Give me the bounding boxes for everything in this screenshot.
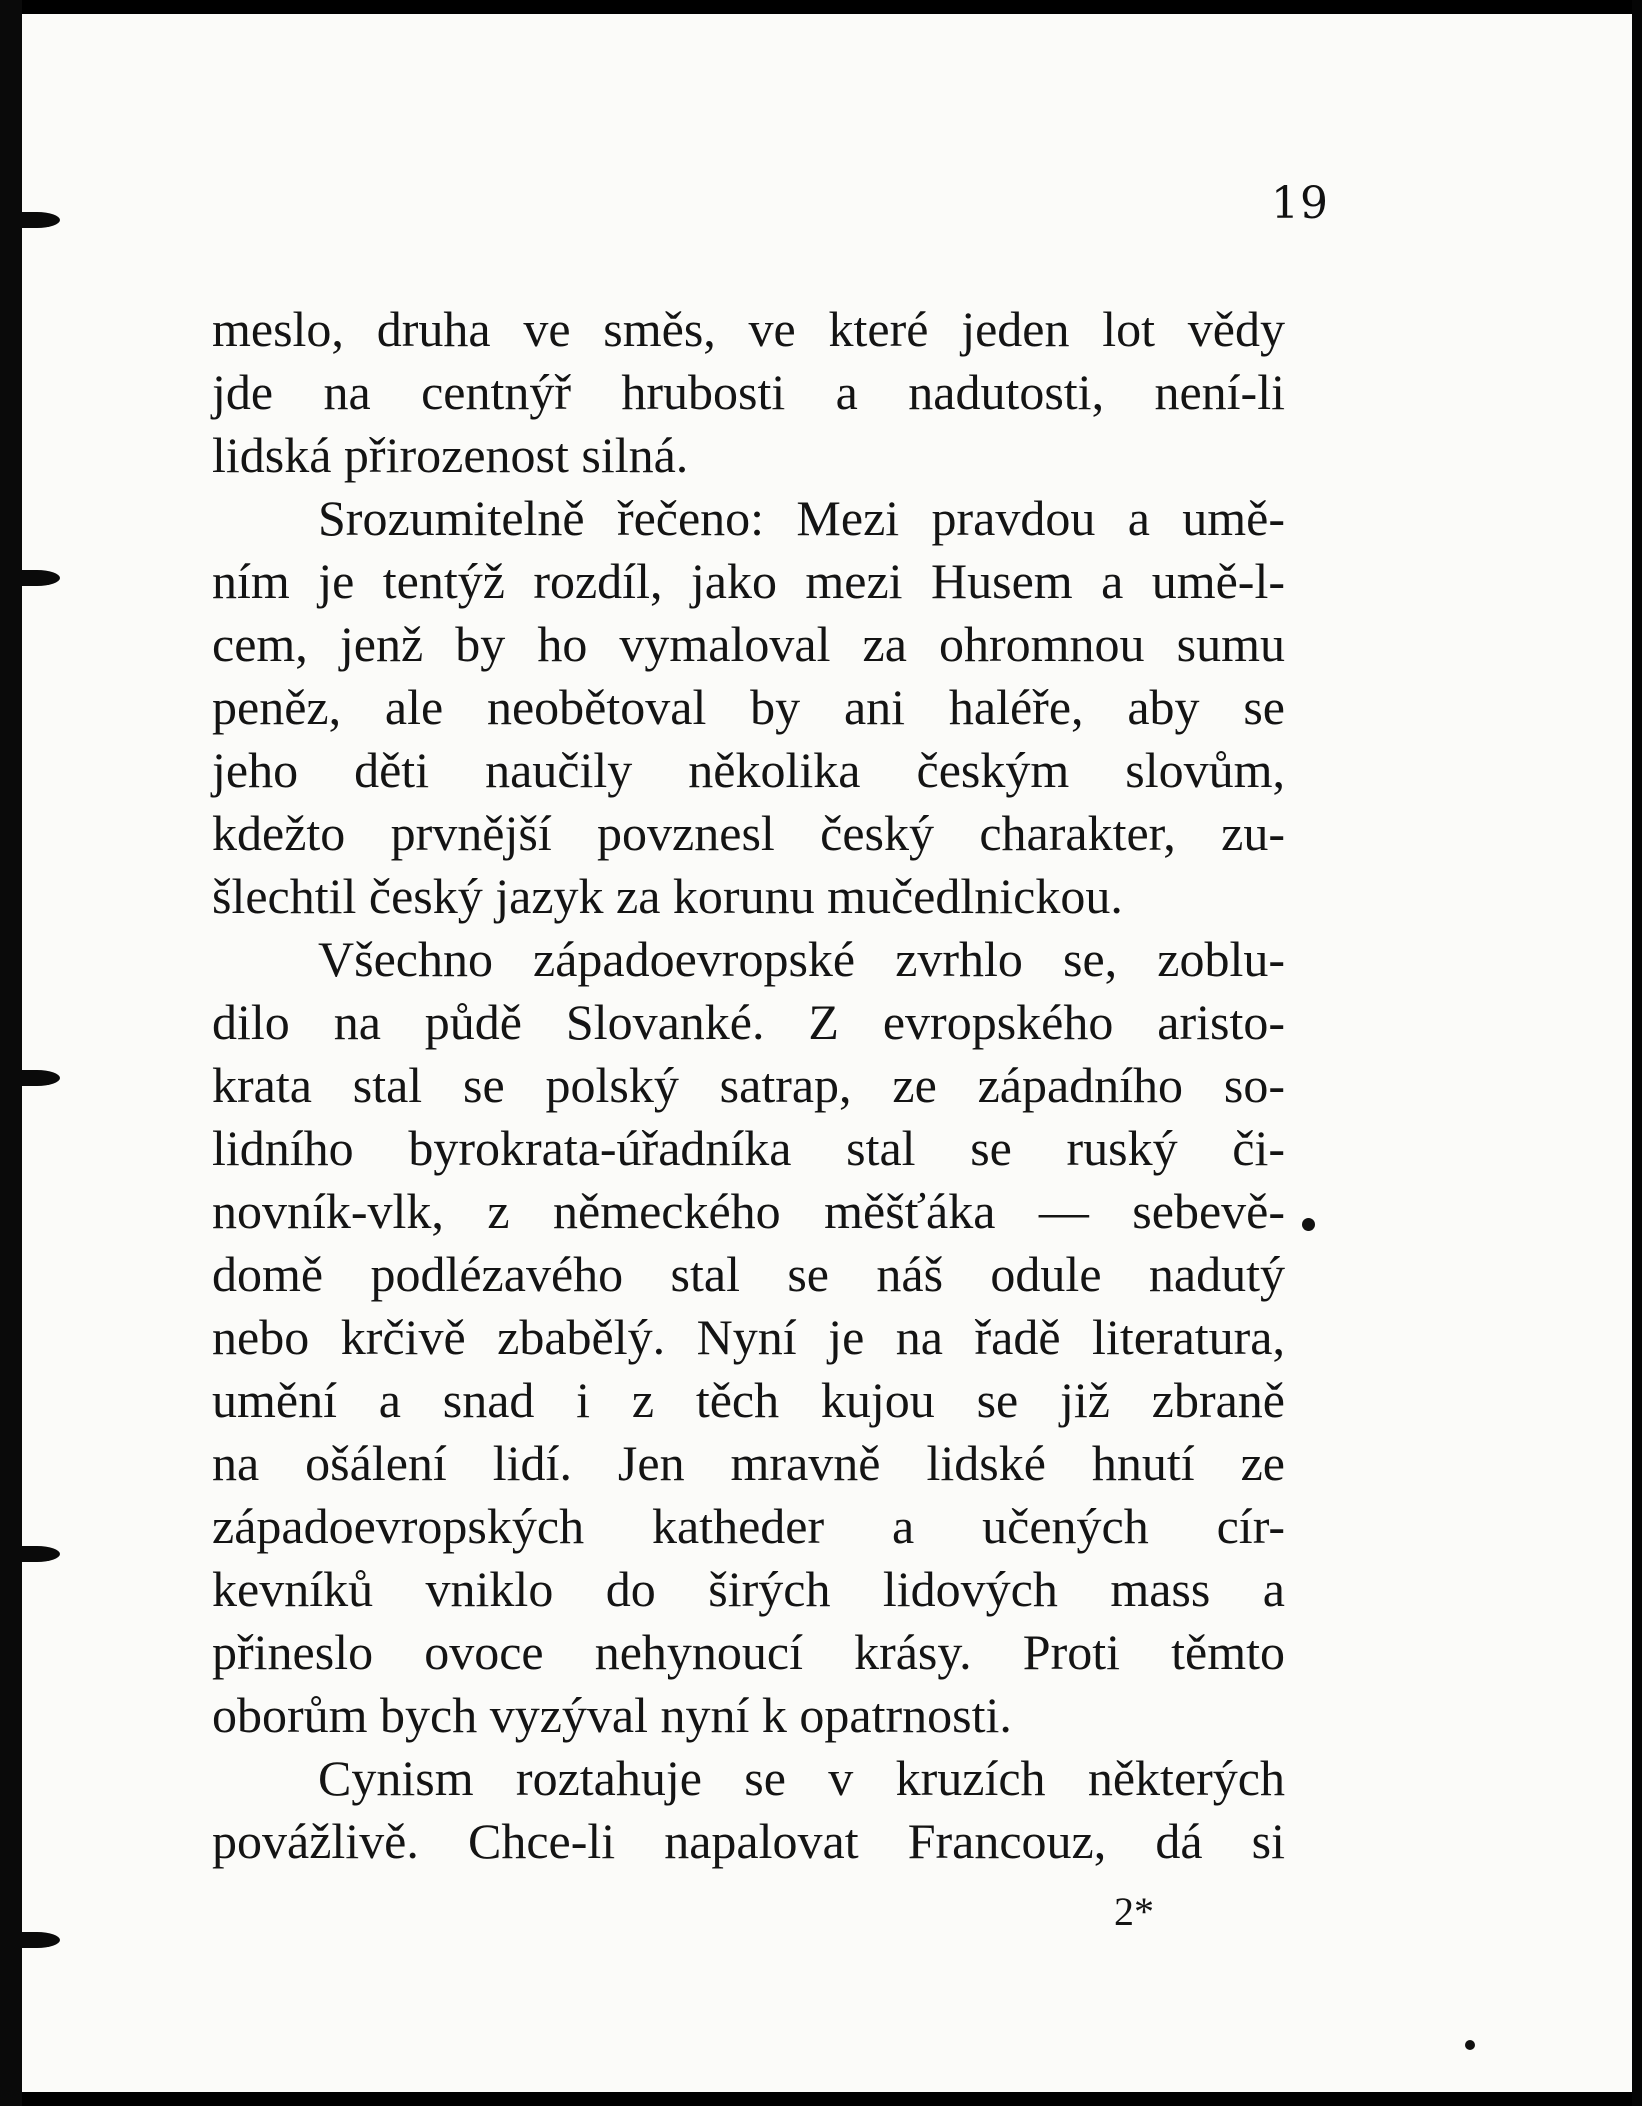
text-line: jeho děti naučily několika českým slovům,: [212, 742, 1285, 798]
binding-notch: [14, 1546, 60, 1562]
text-line: nebo krčivě zbabělý. Nyní je na řadě literatura,: [212, 1309, 1285, 1365]
binding-notch: [14, 570, 60, 586]
text-line: kdežto prvnější povznesl český charakter, zu-: [212, 805, 1285, 861]
text-line: cem, jenž by ho vymaloval za ohromnou sumu: [212, 616, 1285, 672]
text-line: přineslo ovoce nehynoucí krásy. Proti těmto: [212, 1624, 1285, 1680]
binding-notch: [14, 1070, 60, 1086]
page-edge-right: [1632, 0, 1642, 2106]
text-line: umění a snad i z těch kujou se již zbraně: [212, 1372, 1285, 1428]
text-line: novník-vlk, z německého měšťáka — sebevě-: [212, 1183, 1285, 1239]
binding-edge: [0, 0, 22, 2106]
text-line: krata stal se polský satrap, ze západního so-: [212, 1057, 1285, 1113]
text-line: domě podlézavého stal se náš odule nadutý: [212, 1246, 1285, 1302]
text-line: Cynism roztahuje se v kruzích některých: [318, 1750, 1285, 1806]
text-line: dilo na půdě Slovanké. Z evropského aristo-: [212, 994, 1285, 1050]
text-line: lidská přirozenost silná.: [212, 427, 689, 483]
text-line: kevníků vniklo do širých lidových mass a: [212, 1561, 1285, 1617]
text-line: jde na centnýř hrubosti a nadutosti, není-li: [212, 364, 1285, 420]
ink-speck: [1302, 1218, 1315, 1231]
text-line: lidního byrokrata-úřadníka stal se ruský či-: [212, 1120, 1285, 1176]
text-line: Srozumitelně řečeno: Mezi pravdou a umě-: [318, 490, 1285, 546]
text-line: povážlivě. Chce-li napalovat Francouz, dá si: [212, 1813, 1285, 1869]
body-text: [212, 298, 1285, 1873]
text-line: meslo, druha ve směs, ve které jeden lot vědy: [212, 301, 1285, 357]
text-line: šlechtil český jazyk za korunu mučedlnickou.: [212, 868, 1123, 924]
text-line: na ošálení lidí. Jen mravně lidské hnutí ze: [212, 1435, 1285, 1491]
text-line: ním je tentýž rozdíl, jako mezi Husem a umě-l-: [212, 553, 1285, 609]
ink-speck: [1465, 2040, 1475, 2050]
text-line: Všechno západoevropské zvrhlo se, zoblu-: [318, 931, 1285, 987]
binding-notch: [14, 212, 60, 228]
text-line: peněz, ale neobětoval by ani haléře, aby se: [212, 679, 1285, 735]
page-number: 19: [1271, 178, 1329, 229]
text-line: oborům bych vyzýval nyní k opatrnosti.: [212, 1687, 1012, 1743]
binding-notch: [14, 1932, 60, 1948]
signature-mark: 2*: [1114, 1889, 1154, 1934]
text-line: západoevropských katheder a učených cír-: [212, 1498, 1285, 1554]
